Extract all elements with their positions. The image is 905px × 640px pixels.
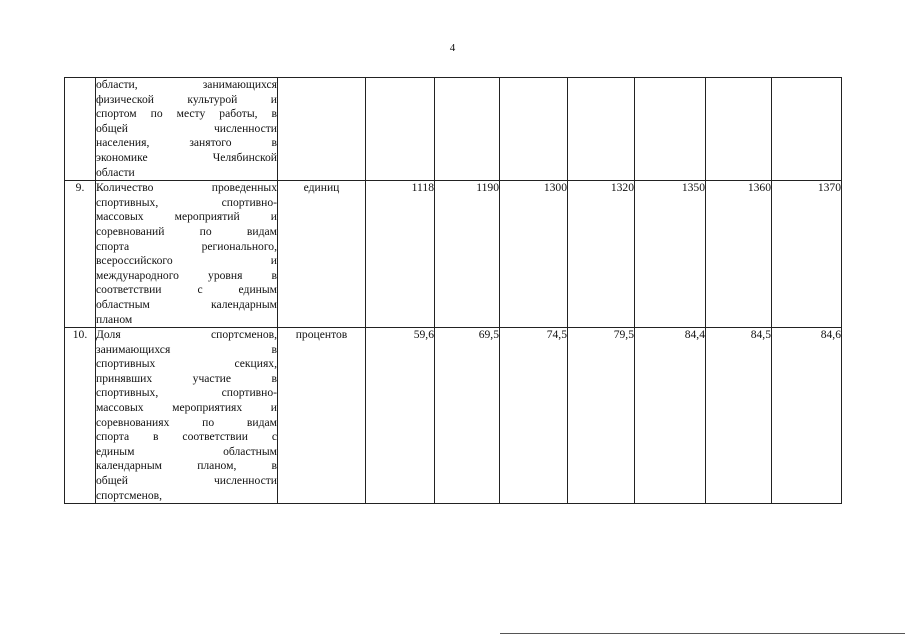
description-line: областным календарным: [96, 297, 277, 311]
unit-cell: единиц: [278, 181, 366, 328]
value-cell: 84,4: [635, 328, 706, 504]
value-cell: 69,5: [435, 328, 500, 504]
description-line: международного уровня в: [96, 268, 277, 282]
value-cell: 1370: [772, 181, 842, 328]
value-cell: 1350: [635, 181, 706, 328]
value-cell: 59,6: [366, 328, 435, 504]
table-row: [65, 78, 842, 181]
description-line: спорта регионального,: [96, 239, 277, 253]
description-line: экономике Челябинской: [96, 150, 277, 164]
description-line: всероссийского и: [96, 254, 277, 268]
description-line: общей численности: [96, 121, 277, 135]
value-cell: 1190: [435, 181, 500, 328]
row-number: [65, 78, 96, 181]
indicators-table: [64, 77, 842, 504]
table-row: [65, 328, 842, 504]
page-number: 4: [449, 42, 456, 54]
description-line: населения, занятого в: [96, 136, 277, 150]
indicator-description: [96, 78, 278, 181]
row-number: 9.: [65, 181, 96, 328]
description-line: спорта в соответствии с: [96, 430, 277, 444]
description-line: планом: [96, 312, 133, 326]
description-line: занимающихся в: [96, 342, 277, 356]
value-cell: 84,5: [706, 328, 772, 504]
table-body: [65, 78, 842, 504]
value-cell: 1118: [366, 181, 435, 328]
indicator-description: [96, 328, 278, 504]
indicator-description: [96, 181, 278, 328]
description-line: физической культурой и: [96, 92, 277, 106]
description-line: области, занимающихся: [96, 78, 277, 91]
unit-cell: процентов: [278, 328, 366, 504]
description-line: спортом по месту работы, в: [96, 107, 277, 121]
description-line: массовых мероприятий и: [96, 210, 277, 224]
description-line: соревнований по видам: [96, 224, 277, 238]
row-number: 10.: [65, 328, 96, 504]
value-cell: [366, 78, 435, 181]
value-cell: 84,6: [772, 328, 842, 504]
description-line: соответствии с единым: [96, 283, 277, 297]
description-line: календарным планом, в: [96, 459, 277, 473]
value-cell: [435, 78, 500, 181]
description-line: спортивных, спортивно-: [96, 386, 277, 400]
description-line: спортивных секциях,: [96, 357, 277, 371]
unit-cell: [278, 78, 366, 181]
value-cell: [568, 78, 635, 181]
description-line: принявших участие в: [96, 371, 277, 385]
bottom-rule: [500, 633, 905, 634]
value-cell: 79,5: [568, 328, 635, 504]
description-line: общей численности: [96, 474, 277, 488]
table-row: [65, 181, 842, 328]
description-line: спортсменов,: [96, 488, 163, 502]
value-cell: [772, 78, 842, 181]
description-line: соревнованиях по видам: [96, 415, 277, 429]
description-line: Доля спортсменов,: [96, 328, 277, 342]
description-line: единым областным: [96, 444, 277, 458]
value-cell: 1300: [500, 181, 568, 328]
description-line: спортивных, спортивно-: [96, 195, 277, 209]
value-cell: 74,5: [500, 328, 568, 504]
description-line: области: [96, 165, 135, 179]
description-line: Количество проведенных: [96, 181, 277, 195]
description-line: массовых мероприятиях и: [96, 401, 277, 415]
value-cell: 1360: [706, 181, 772, 328]
value-cell: [706, 78, 772, 181]
value-cell: 1320: [568, 181, 635, 328]
value-cell: [635, 78, 706, 181]
value-cell: [500, 78, 568, 181]
